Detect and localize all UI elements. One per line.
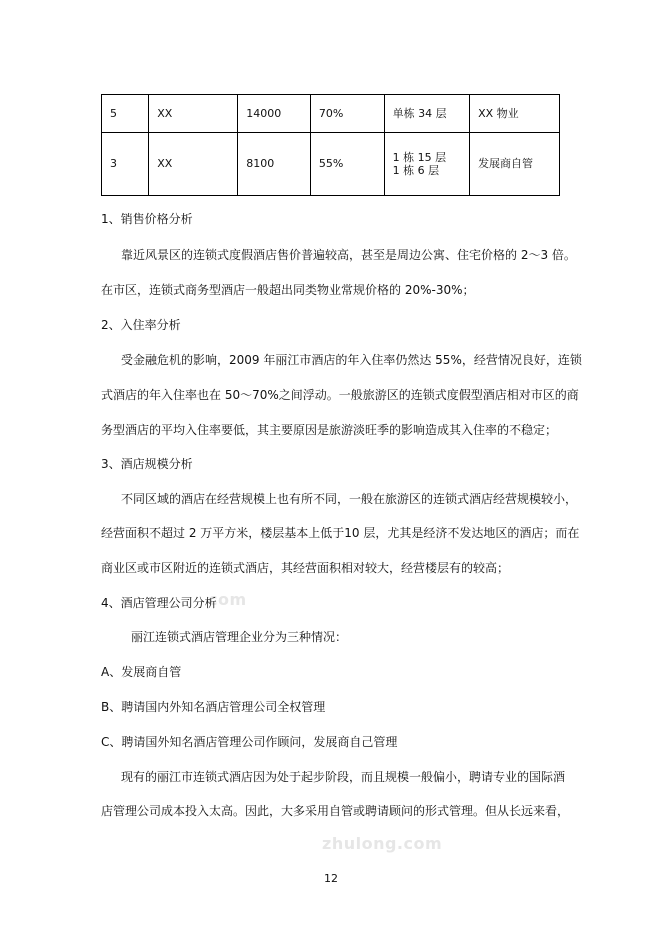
section-heading: 3、酒店规模分析 [101, 457, 193, 471]
cell-floors [384, 133, 469, 196]
cell-management: XX 物业 [470, 95, 560, 133]
cell-area: 14000 [238, 95, 311, 133]
cell-area: 8100 [238, 133, 311, 196]
paragraph-line: 店管理公司成本投入太高。因此，大多采用自管或聘请顾问的形式管理。但从长远来看， [101, 804, 570, 818]
paragraph-line: 丽江连锁式酒店管理企业分为三种情况： [131, 630, 348, 644]
cell-no: 5 [102, 95, 149, 133]
hotel-data-table [101, 94, 560, 196]
section-heading: 1、销售价格分析 [101, 212, 193, 226]
cell-floors: 单栋 34 层 [384, 95, 469, 133]
table-row [102, 133, 560, 196]
list-item: A、发展商自管 [101, 665, 182, 679]
paragraph-line: 式酒店的年入住率也在 50～70%之间浮动。一般旅游区的连锁式度假型酒店相对市区的商 [101, 388, 579, 402]
paragraph-line: 务型酒店的平均入住率要低，其主要原因是旅游淡旺季的影响造成其入住率的不稳定； [101, 423, 558, 437]
cell-name: XX [149, 95, 238, 133]
list-item: C、聘请国外知名酒店管理公司作顾问，发展商自己管理 [101, 735, 398, 749]
cell-no: 3 [102, 133, 149, 196]
paragraph-line: 在市区，连锁式商务型酒店一般超出同类物业常规价格的 20%-30%； [101, 283, 475, 297]
paragraph-line: 不同区域的酒店在经营规模上也有所不同，一般在旅游区的连锁式酒店经营规模较小， [121, 492, 578, 506]
cell-management: 发展商自管 [470, 133, 560, 196]
paragraph-line: 经营面积不超过 2 万平方米，楼层基本上低于10 层，尤其是经济不发达地区的酒店；而在 [101, 526, 580, 540]
watermark: com [208, 590, 247, 609]
section-heading: 4、酒店管理公司分析 [101, 596, 217, 610]
page-number: 12 [324, 872, 338, 885]
paragraph-line: 靠近风景区的连锁式度假酒店售价普遍较高，甚至是周边公寓、住宅价格的 2～3 倍。 [121, 248, 576, 262]
floors-line: 1 栋 6 层 [392, 164, 440, 177]
paragraph-line: 受金融危机的影响，2009 年丽江市酒店的年入住率仍然达 55%，经营情况良好，连锁 [121, 353, 582, 367]
cell-occupancy: 70% [310, 95, 384, 133]
list-item: B、聘请国内外知名酒店管理公司全权管理 [101, 700, 326, 714]
table-row [102, 95, 560, 133]
paragraph-line: 商业区或市区附近的连锁式酒店，其经营面积相对较大，经营楼层有的较高； [101, 561, 510, 575]
cell-name: XX [149, 133, 238, 196]
paragraph-line: 现有的丽江市连锁式酒店因为处于起步阶段，而且规模一般偏小，聘请专业的国际酒 [121, 770, 566, 784]
cell-occupancy: 55% [310, 133, 384, 196]
watermark: zhulong.com [322, 834, 443, 853]
floors-line: 1 栋 15 层 [392, 150, 447, 164]
section-heading: 2、入住率分析 [101, 318, 181, 332]
